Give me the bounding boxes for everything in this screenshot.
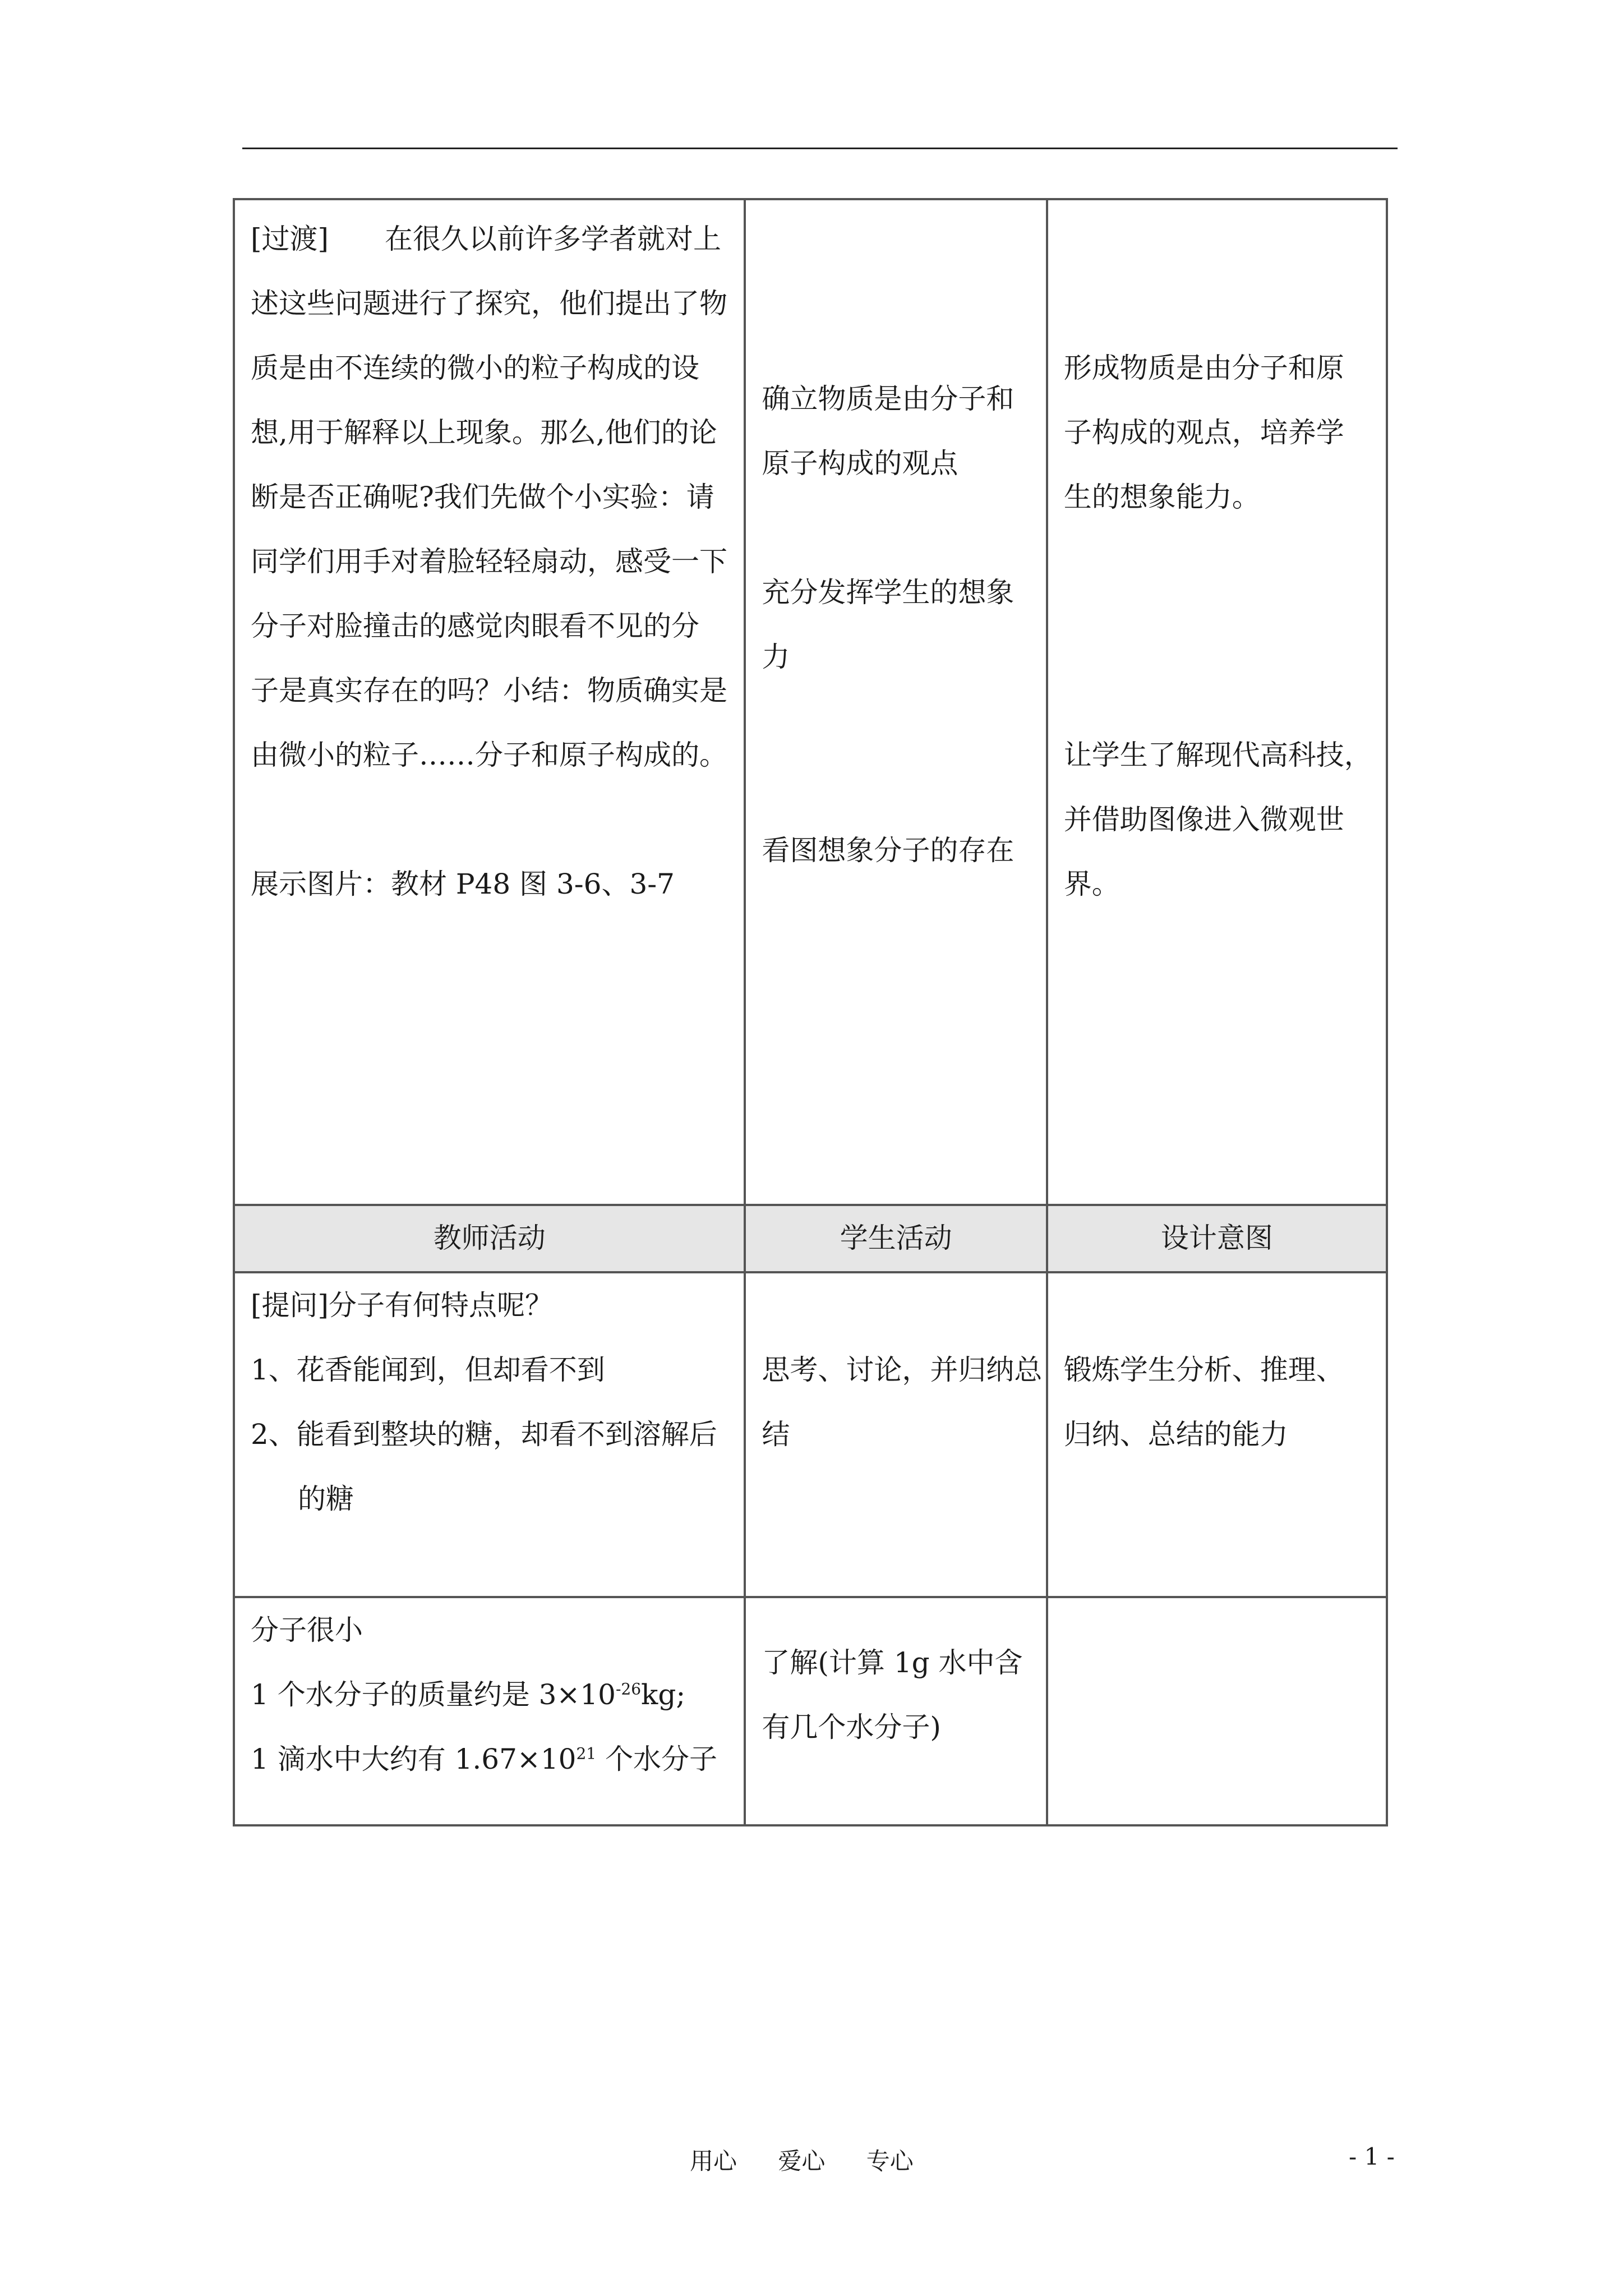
- text-line: 质是由不连续的微小的粒子构成的设: [251, 352, 699, 384]
- mass-suffix: kg;: [641, 1678, 686, 1711]
- text-line: 锻炼学生分析、推理、: [1063, 1354, 1344, 1386]
- text-line: 形成物质是由分子和原: [1063, 352, 1344, 384]
- student-activity-cell: [745, 199, 1046, 1205]
- mass-exponent: -26: [615, 1680, 642, 1699]
- footer-motto-word: 专心: [866, 2147, 914, 2175]
- teacher-activity-cell: [234, 1597, 745, 1825]
- teacher-activity-cell: [234, 1272, 745, 1597]
- count-suffix: 个水分子: [596, 1743, 717, 1775]
- text-line: 力: [762, 641, 790, 673]
- text-line: 有几个水分子): [762, 1711, 941, 1743]
- text-line: [提问]分子有何特点呢？: [251, 1289, 554, 1322]
- text-line: 述这些问题进行了探究，他们提出了物: [251, 287, 727, 320]
- text-line: [251, 1727, 728, 1792]
- text-line: 由微小的粒子……分子和原子构成的。: [251, 739, 727, 771]
- student-activity-cell: [745, 1597, 1046, 1825]
- text-line: 的糖: [298, 1483, 354, 1515]
- design-intent-cell: [1047, 1597, 1387, 1825]
- count-exponent: 21: [576, 1744, 597, 1763]
- header-teacher-activity: 教师活动: [234, 1205, 745, 1272]
- footer-motto-word: 爱心: [778, 2147, 826, 2175]
- blank-line: [762, 496, 1030, 560]
- design-intent-cell: [1047, 1272, 1387, 1597]
- text-line: 想,用于解释以上现象。那么,他们的论: [251, 416, 717, 449]
- text-line: 思考、讨论，并归纳总: [762, 1354, 1043, 1386]
- text-line: 看图想象分子的存在: [762, 834, 1015, 867]
- text-line: 子构成的观点，培养学: [1063, 416, 1344, 449]
- page-number: - 1 -: [1349, 2143, 1395, 2170]
- text-line: 归纳、总结的能力: [1063, 1418, 1288, 1451]
- design-intent-cell: [1047, 199, 1387, 1205]
- text-line: [251, 1663, 728, 1727]
- text-line: 结: [762, 1418, 790, 1451]
- text-line: 分子对脸撞击的感觉肉眼看不见的分: [251, 610, 699, 642]
- table-row: [234, 1597, 1387, 1825]
- text-line: 原子构成的观点: [762, 447, 958, 480]
- mass-prefix: 1 个水分子的质量约是 3×10: [251, 1678, 616, 1711]
- blank-line: [1064, 530, 1370, 723]
- text-line: 展示图片：教材 P48 图 3-6、3-7: [251, 868, 675, 900]
- text-line: 生的想象能力。: [1063, 481, 1260, 513]
- text-line: 界。: [1063, 868, 1120, 900]
- text-line: 充分发挥学生的想象: [762, 576, 1015, 609]
- header-row: [234, 1205, 1387, 1272]
- header-student-activity: 学生活动: [745, 1205, 1046, 1272]
- text-line: [过渡] 在很久以前许多学者就对上: [251, 223, 722, 255]
- text-line: 确立物质是由分子和: [762, 383, 1015, 415]
- text-line: 了解(计算 1g 水中含: [762, 1646, 1023, 1679]
- blank-line: [251, 788, 728, 852]
- text-line: 断是否正确呢?我们先做个小实验：请: [251, 481, 714, 513]
- header-design-intent: 设计意图: [1047, 1205, 1387, 1272]
- student-activity-cell: [745, 1272, 1046, 1597]
- text-line: 并借助图像进入微观世: [1063, 803, 1344, 836]
- header-rule: [242, 148, 1398, 149]
- table-row: [234, 199, 1387, 1205]
- text-line: 同学们用手对着脸轻轻扇动，感受一下: [251, 545, 727, 578]
- text-line: 1、花香能闻到，但却看不到: [251, 1354, 605, 1386]
- table-row: [234, 1272, 1387, 1597]
- text-line: 让学生了解现代高科技，: [1063, 739, 1372, 771]
- teacher-activity-cell: [234, 199, 745, 1205]
- footer-motto: [690, 2143, 947, 2177]
- text-line: 分子很小: [251, 1614, 363, 1646]
- text-line: 2、能看到整块的糖，却看不到溶解后: [251, 1418, 717, 1451]
- text-line: 子是真实存在的吗？小结：物质确实是: [251, 674, 727, 707]
- count-prefix: 1 滴水中大约有 1.67×10: [251, 1743, 577, 1775]
- lesson-plan-table: [233, 198, 1388, 1826]
- footer-motto-word: 用心: [690, 2147, 737, 2175]
- blank-line: [762, 689, 1030, 818]
